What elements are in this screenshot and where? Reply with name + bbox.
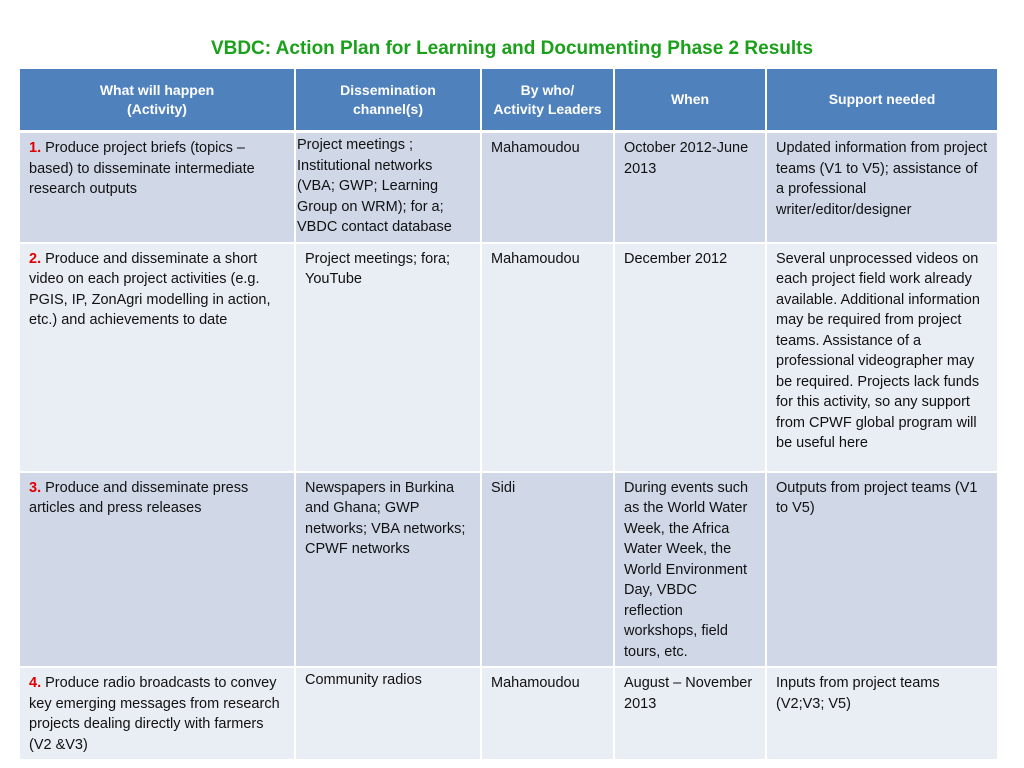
who-cell: Mahamoudou [481,243,614,472]
when-cell: August – November 2013 [614,667,766,760]
channel-cell: Community radios [295,667,481,760]
page-title: VBDC: Action Plan for Learning and Documenting Phase 2 Results [210,38,814,59]
activity-cell [20,472,295,668]
channel-cell: Project meetings; fora; YouTube [295,243,481,472]
who-cell: Mahamoudou [481,667,614,760]
activity-text: Produce project briefs (topics –based) to disseminate intermediate research outputs [29,140,255,197]
when-cell: October 2012-June 2013 [614,132,766,243]
activity-cell [20,243,295,472]
when-cell: During events such as the World Water Week, the Africa Water Week, the World Environment Day, VBDC reflection workshops, field tours, etc. [614,472,766,668]
header-channel: Dissemination channel(s) [295,69,481,132]
who-cell: Sidi [481,472,614,668]
row-number: 4. [29,675,42,691]
support-cell: Inputs from project teams (V2;V3; V5) [766,667,997,760]
support-cell: Outputs from project teams (V1 to V5) [766,472,997,668]
action-plan-table [20,69,997,761]
header-who: By who/ Activity Leaders [481,69,614,132]
channel-cell: Newspapers in Burkina and Ghana; GWP networks; VBA networks; CPWF networks [295,472,481,668]
activity-cell [20,667,295,760]
activity-text: Produce and disseminate a short video on each project activities (e.g. PGIS, IP, ZonAgri modelling in action, etc.) and achievements to date [29,250,271,328]
header-when: When [614,69,766,132]
row-number: 1. [29,140,42,156]
table-header-row [20,69,997,132]
row-number: 2. [29,250,42,267]
who-cell: Mahamoudou [481,132,614,243]
when-cell: December 2012 [614,243,766,472]
support-cell: Updated information from project teams (V1 to V5); assistance of a professional writer/editor/designer [766,132,997,243]
activity-text: Produce radio broadcasts to convey key emerging messages from research projects dealing directly with farmers (V2 &V3) [29,675,280,753]
activity-text: Produce and disseminate press articles and press releases [29,479,249,516]
table-row [20,667,997,760]
header-support: Support needed [766,69,997,132]
table-row [20,243,997,472]
table-row [20,132,997,243]
table-row [20,472,997,668]
header-activity: What will happen (Activity) [20,69,295,132]
support-cell: Several unprocessed videos on each project field work already available. Additional information may be required from project teams. Assistance of a professional videographer may be required. Projects lack funds for this activity, so any support from CPWF global program will be useful here [766,243,997,472]
row-number: 3. [29,479,42,496]
channel-cell: Project meetings ; Institutional networks (VBA; GWP; Learning Group on WRM); for a; VBDC contact database [295,132,481,243]
activity-cell [20,132,295,243]
